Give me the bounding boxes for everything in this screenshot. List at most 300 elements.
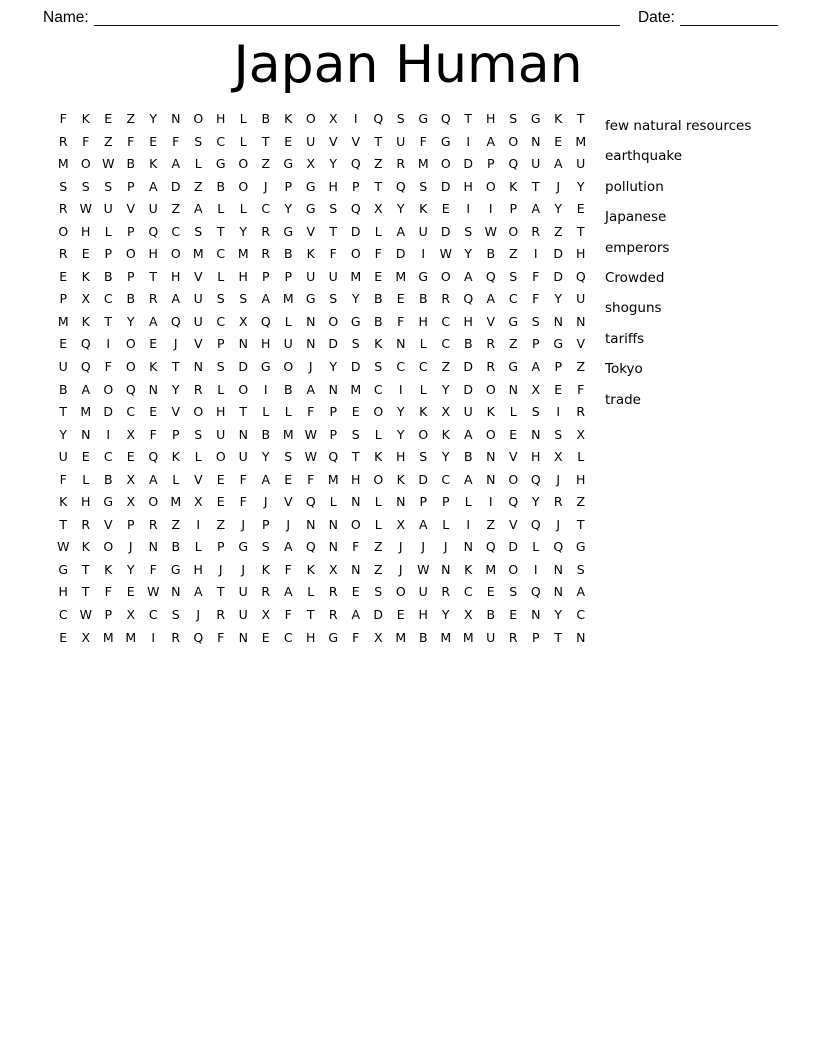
grid-cell[interactable]: O	[305, 111, 316, 126]
grid-cell[interactable]: E	[126, 449, 135, 465]
grid-cell[interactable]: C	[126, 404, 136, 420]
grid-cell[interactable]: I	[466, 133, 471, 149]
grid-cell[interactable]: Q	[350, 201, 361, 217]
grid-cell[interactable]: Q	[575, 268, 586, 284]
grid-cell[interactable]: Y	[239, 223, 248, 239]
grid-cell[interactable]: Y	[554, 607, 563, 623]
grid-cell[interactable]: M	[417, 156, 429, 172]
grid-cell[interactable]: L	[217, 381, 225, 397]
grid-cell[interactable]: S	[419, 178, 428, 194]
grid-cell[interactable]: L	[284, 313, 292, 329]
grid-cell[interactable]: O	[170, 246, 181, 262]
grid-cell[interactable]: Z	[508, 336, 518, 352]
grid-cell[interactable]: J	[128, 539, 133, 555]
grid-cell[interactable]: L	[194, 539, 202, 555]
grid-cell[interactable]: S	[531, 404, 540, 420]
grid-cell[interactable]: N	[148, 539, 158, 555]
grid-cell[interactable]: W	[147, 584, 160, 600]
grid-cell[interactable]: E	[216, 494, 225, 510]
grid-cell[interactable]: I	[263, 381, 268, 397]
grid-cell[interactable]: L	[509, 404, 517, 420]
grid-cell[interactable]: S	[554, 426, 563, 442]
grid-cell[interactable]: P	[329, 404, 338, 420]
grid-cell[interactable]: Q	[553, 539, 564, 555]
grid-cell[interactable]: I	[196, 516, 201, 532]
grid-cell[interactable]: O	[238, 156, 249, 172]
grid-cell[interactable]: P	[104, 246, 113, 262]
grid-cell[interactable]: J	[218, 561, 223, 577]
grid-cell[interactable]: L	[194, 449, 202, 465]
grid-cell[interactable]: A	[306, 381, 316, 397]
grid-cell[interactable]: P	[531, 629, 540, 645]
grid-cell[interactable]: E	[149, 404, 158, 420]
grid-cell[interactable]: Y	[441, 381, 450, 397]
grid-cell[interactable]: O	[328, 313, 339, 329]
grid-cell[interactable]: G	[238, 539, 249, 555]
grid-cell[interactable]: U	[418, 584, 428, 600]
grid-cell[interactable]: Q	[485, 268, 496, 284]
grid-cell[interactable]: Z	[373, 561, 383, 577]
grid-cell[interactable]: D	[328, 336, 339, 352]
grid-cell[interactable]: K	[81, 313, 90, 329]
grid-cell[interactable]: S	[351, 336, 360, 352]
grid-cell[interactable]: U	[283, 336, 293, 352]
grid-cell[interactable]: H	[193, 561, 203, 577]
grid-cell[interactable]: C	[441, 336, 451, 352]
grid-cell[interactable]: K	[306, 561, 315, 577]
grid-cell[interactable]: Z	[508, 246, 518, 262]
grid-cell[interactable]: H	[261, 336, 271, 352]
grid-cell[interactable]: M	[350, 381, 362, 397]
grid-cell[interactable]: T	[374, 133, 383, 149]
grid-cell[interactable]: U	[58, 359, 68, 375]
grid-cell[interactable]: G	[283, 223, 294, 239]
grid-cell[interactable]: P	[261, 516, 270, 532]
grid-cell[interactable]: B	[103, 471, 113, 487]
grid-cell[interactable]: O	[395, 584, 406, 600]
grid-cell[interactable]: N	[81, 426, 91, 442]
grid-cell[interactable]: P	[554, 359, 563, 375]
grid-cell[interactable]: K	[419, 201, 428, 217]
grid-cell[interactable]: H	[328, 178, 338, 194]
grid-cell[interactable]: Q	[350, 156, 361, 172]
grid-cell[interactable]: L	[419, 381, 427, 397]
grid-cell[interactable]: G	[305, 291, 316, 307]
grid-cell[interactable]: N	[396, 336, 406, 352]
grid-cell[interactable]: U	[486, 629, 496, 645]
grid-cell[interactable]: O	[103, 539, 114, 555]
grid-cell[interactable]: J	[263, 494, 268, 510]
grid-cell[interactable]: B	[171, 539, 181, 555]
grid-cell[interactable]: L	[82, 471, 90, 487]
grid-cell[interactable]: F	[104, 359, 112, 375]
grid-cell[interactable]: G	[530, 111, 541, 126]
grid-cell[interactable]: N	[531, 133, 541, 149]
grid-cell[interactable]: Y	[396, 404, 405, 420]
grid-cell[interactable]: V	[328, 133, 338, 149]
grid-cell[interactable]: O	[508, 133, 519, 149]
grid-cell[interactable]: H	[238, 268, 248, 284]
grid-cell[interactable]: N	[553, 584, 563, 600]
grid-cell[interactable]: O	[350, 516, 361, 532]
grid-cell[interactable]: W	[484, 223, 497, 239]
grid-cell[interactable]: P	[126, 178, 135, 194]
grid-cell[interactable]: Y	[329, 359, 338, 375]
grid-cell[interactable]: Y	[126, 561, 135, 577]
grid-cell[interactable]: Y	[554, 291, 563, 307]
grid-cell[interactable]: R	[148, 291, 158, 307]
grid-cell[interactable]: E	[576, 201, 585, 217]
grid-cell[interactable]: N	[576, 313, 586, 329]
grid-cell[interactable]: J	[398, 539, 403, 555]
grid-cell[interactable]: G	[350, 313, 361, 329]
grid-cell[interactable]: G	[553, 336, 564, 352]
grid-cell[interactable]: L	[464, 494, 472, 510]
grid-cell[interactable]: O	[125, 359, 136, 375]
grid-cell[interactable]: U	[576, 291, 586, 307]
grid-cell[interactable]: T	[239, 404, 248, 420]
grid-cell[interactable]: G	[440, 133, 451, 149]
grid-cell[interactable]: P	[419, 494, 428, 510]
grid-cell[interactable]: J	[556, 516, 561, 532]
grid-cell[interactable]: X	[306, 156, 316, 172]
grid-cell[interactable]: X	[126, 426, 136, 442]
grid-cell[interactable]: E	[81, 246, 90, 262]
grid-cell[interactable]: E	[149, 133, 158, 149]
grid-cell[interactable]: K	[486, 404, 495, 420]
grid-cell[interactable]: M	[395, 268, 407, 284]
grid-cell[interactable]: L	[262, 404, 270, 420]
grid-cell[interactable]: O	[350, 246, 361, 262]
grid-cell[interactable]: H	[81, 494, 91, 510]
grid-cell[interactable]: Y	[464, 246, 473, 262]
grid-cell[interactable]: I	[353, 111, 358, 126]
grid-cell[interactable]: X	[463, 607, 473, 623]
grid-cell[interactable]: I	[488, 201, 493, 217]
grid-cell[interactable]: C	[283, 629, 293, 645]
grid-cell[interactable]: Q	[260, 313, 271, 329]
grid-cell[interactable]: L	[217, 268, 225, 284]
grid-cell[interactable]: F	[352, 539, 360, 555]
grid-cell[interactable]: H	[486, 111, 496, 126]
grid-cell[interactable]: B	[126, 156, 136, 172]
grid-cell[interactable]: Q	[530, 516, 541, 532]
grid-cell[interactable]: L	[239, 201, 247, 217]
grid-cell[interactable]: X	[553, 449, 563, 465]
grid-cell[interactable]: J	[173, 336, 178, 352]
grid-cell[interactable]: R	[171, 629, 181, 645]
grid-cell[interactable]: F	[419, 133, 427, 149]
grid-cell[interactable]: P	[351, 178, 360, 194]
grid-cell[interactable]: T	[531, 178, 540, 194]
grid-cell[interactable]: F	[104, 584, 112, 600]
grid-cell[interactable]: Z	[261, 156, 271, 172]
grid-cell[interactable]: D	[508, 539, 519, 555]
grid-cell[interactable]: B	[126, 291, 136, 307]
grid-cell[interactable]: U	[148, 201, 158, 217]
grid-cell[interactable]: E	[351, 404, 360, 420]
grid-cell[interactable]: H	[58, 584, 68, 600]
grid-cell[interactable]: O	[238, 178, 249, 194]
grid-cell[interactable]: B	[373, 313, 383, 329]
grid-cell[interactable]: G	[305, 201, 316, 217]
grid-cell[interactable]: S	[194, 426, 203, 442]
grid-cell[interactable]: Y	[59, 426, 68, 442]
grid-cell[interactable]: C	[396, 359, 406, 375]
grid-cell[interactable]: P	[126, 223, 135, 239]
grid-cell[interactable]: K	[306, 246, 315, 262]
grid-cell[interactable]: K	[464, 561, 473, 577]
grid-cell[interactable]: O	[148, 494, 159, 510]
grid-cell[interactable]: I	[151, 629, 156, 645]
grid-cell[interactable]: X	[81, 291, 91, 307]
grid-cell[interactable]: J	[241, 516, 246, 532]
grid-cell[interactable]: A	[148, 313, 158, 329]
grid-cell[interactable]: W	[439, 246, 452, 262]
grid-cell[interactable]: N	[193, 359, 203, 375]
grid-cell[interactable]: I	[533, 246, 538, 262]
grid-cell[interactable]: H	[306, 629, 316, 645]
grid-cell[interactable]: S	[351, 426, 360, 442]
grid-cell[interactable]: I	[466, 516, 471, 532]
grid-cell[interactable]: E	[126, 584, 135, 600]
grid-cell[interactable]: V	[576, 336, 586, 352]
grid-cell[interactable]: D	[463, 381, 474, 397]
grid-cell[interactable]: Q	[305, 539, 316, 555]
grid-cell[interactable]: S	[261, 539, 270, 555]
grid-cell[interactable]: Z	[103, 133, 113, 149]
grid-cell[interactable]: M	[575, 133, 587, 149]
grid-cell[interactable]: J	[286, 516, 291, 532]
grid-cell[interactable]: H	[81, 223, 91, 239]
grid-cell[interactable]: F	[217, 629, 225, 645]
grid-cell[interactable]: D	[440, 223, 451, 239]
grid-cell[interactable]: B	[486, 607, 496, 623]
grid-cell[interactable]: A	[261, 291, 271, 307]
grid-cell[interactable]: Y	[126, 313, 135, 329]
grid-cell[interactable]: B	[486, 246, 496, 262]
grid-cell[interactable]: S	[104, 178, 113, 194]
grid-cell[interactable]: A	[81, 381, 91, 397]
grid-cell[interactable]: D	[350, 359, 361, 375]
grid-cell[interactable]: U	[396, 133, 406, 149]
grid-cell[interactable]: S	[419, 449, 428, 465]
grid-cell[interactable]: Z	[486, 516, 496, 532]
grid-cell[interactable]: K	[81, 268, 90, 284]
grid-cell[interactable]: Z	[373, 539, 383, 555]
grid-cell[interactable]: J	[263, 178, 268, 194]
grid-cell[interactable]: V	[126, 201, 136, 217]
grid-cell[interactable]: L	[284, 404, 292, 420]
grid-cell[interactable]: N	[576, 629, 586, 645]
grid-cell[interactable]: B	[103, 268, 113, 284]
grid-cell[interactable]: S	[216, 359, 225, 375]
grid-cell[interactable]: S	[374, 359, 383, 375]
grid-cell[interactable]: C	[261, 201, 271, 217]
grid-cell[interactable]: A	[576, 584, 586, 600]
grid-cell[interactable]: P	[284, 178, 293, 194]
grid-cell[interactable]: C	[103, 449, 113, 465]
grid-cell[interactable]: F	[532, 291, 540, 307]
grid-cell[interactable]: C	[103, 291, 113, 307]
grid-cell[interactable]: U	[306, 133, 316, 149]
grid-cell[interactable]: E	[509, 607, 518, 623]
grid-cell[interactable]: V	[508, 449, 518, 465]
grid-cell[interactable]: C	[463, 584, 473, 600]
grid-cell[interactable]: V	[193, 471, 203, 487]
grid-cell[interactable]: Z	[171, 516, 181, 532]
grid-cell[interactable]: G	[170, 561, 181, 577]
grid-cell[interactable]: F	[59, 471, 67, 487]
grid-cell[interactable]: F	[397, 313, 405, 329]
grid-cell[interactable]: W	[57, 539, 70, 555]
grid-cell[interactable]: Z	[216, 516, 226, 532]
grid-cell[interactable]: N	[306, 516, 316, 532]
grid-cell[interactable]: P	[216, 336, 225, 352]
grid-cell[interactable]: M	[57, 156, 69, 172]
grid-cell[interactable]: H	[148, 246, 158, 262]
grid-cell[interactable]: D	[103, 404, 114, 420]
grid-cell[interactable]: I	[421, 246, 426, 262]
grid-cell[interactable]: N	[328, 539, 338, 555]
grid-cell[interactable]: P	[441, 494, 450, 510]
grid-cell[interactable]: F	[532, 268, 540, 284]
grid-cell[interactable]: U	[103, 201, 113, 217]
grid-cell[interactable]: E	[59, 629, 68, 645]
grid-cell[interactable]: O	[193, 404, 204, 420]
grid-cell[interactable]: M	[282, 426, 294, 442]
grid-cell[interactable]: K	[104, 561, 113, 577]
grid-cell[interactable]: Q	[80, 359, 91, 375]
grid-cell[interactable]: T	[216, 223, 225, 239]
grid-cell[interactable]: S	[81, 178, 90, 194]
grid-cell[interactable]: N	[441, 561, 451, 577]
grid-cell[interactable]: T	[104, 313, 113, 329]
grid-cell[interactable]: T	[306, 607, 315, 623]
grid-cell[interactable]: W	[79, 607, 92, 623]
grid-cell[interactable]: T	[576, 111, 585, 126]
grid-cell[interactable]: Q	[373, 111, 384, 126]
grid-cell[interactable]: O	[508, 223, 519, 239]
grid-cell[interactable]: S	[194, 133, 203, 149]
grid-cell[interactable]: S	[216, 291, 225, 307]
grid-cell[interactable]: U	[306, 268, 316, 284]
grid-cell[interactable]: N	[328, 516, 338, 532]
grid-cell[interactable]: O	[508, 471, 519, 487]
grid-cell[interactable]: S	[464, 223, 473, 239]
grid-cell[interactable]: R	[531, 223, 541, 239]
grid-cell[interactable]: F	[82, 133, 90, 149]
grid-cell[interactable]: O	[418, 426, 429, 442]
grid-cell[interactable]: A	[553, 156, 563, 172]
grid-cell[interactable]: Q	[328, 449, 339, 465]
grid-cell[interactable]: J	[196, 607, 201, 623]
grid-cell[interactable]: U	[238, 449, 248, 465]
grid-cell[interactable]: U	[193, 313, 203, 329]
grid-cell[interactable]: F	[172, 133, 180, 149]
grid-cell[interactable]: P	[171, 426, 180, 442]
grid-cell[interactable]: O	[125, 246, 136, 262]
grid-cell[interactable]: R	[216, 607, 226, 623]
grid-cell[interactable]: O	[373, 471, 384, 487]
grid-cell[interactable]: Q	[148, 223, 159, 239]
grid-cell[interactable]: R	[148, 516, 158, 532]
grid-cell[interactable]: E	[351, 584, 360, 600]
grid-cell[interactable]: M	[237, 246, 249, 262]
grid-cell[interactable]: W	[304, 449, 317, 465]
grid-cell[interactable]: N	[508, 381, 518, 397]
grid-cell[interactable]: K	[554, 111, 563, 126]
grid-cell[interactable]: D	[463, 359, 474, 375]
grid-cell[interactable]: K	[509, 178, 518, 194]
grid-cell[interactable]: V	[283, 494, 293, 510]
grid-cell[interactable]: N	[306, 313, 316, 329]
grid-cell[interactable]: T	[81, 561, 90, 577]
grid-cell[interactable]: X	[576, 426, 586, 442]
grid-cell[interactable]: X	[126, 494, 136, 510]
grid-cell[interactable]: Y	[441, 607, 450, 623]
grid-cell[interactable]: A	[531, 359, 541, 375]
grid-cell[interactable]: N	[553, 313, 563, 329]
grid-cell[interactable]: C	[418, 359, 428, 375]
grid-cell[interactable]: M	[170, 494, 182, 510]
grid-cell[interactable]: M	[327, 471, 339, 487]
grid-cell[interactable]: T	[149, 268, 158, 284]
grid-cell[interactable]: M	[485, 561, 497, 577]
grid-cell[interactable]: Q	[395, 178, 406, 194]
grid-cell[interactable]: Y	[531, 494, 540, 510]
grid-cell[interactable]: I	[398, 381, 403, 397]
grid-cell[interactable]: E	[59, 268, 68, 284]
grid-cell[interactable]: Z	[576, 359, 586, 375]
grid-cell[interactable]: J	[556, 178, 561, 194]
grid-cell[interactable]: M	[192, 246, 204, 262]
grid-cell[interactable]: R	[328, 584, 338, 600]
grid-cell[interactable]: P	[284, 268, 293, 284]
grid-cell[interactable]: N	[396, 494, 406, 510]
grid-cell[interactable]: B	[418, 291, 428, 307]
grid-cell[interactable]: O	[125, 336, 136, 352]
grid-cell[interactable]: M	[462, 629, 474, 645]
grid-cell[interactable]: J	[421, 539, 426, 555]
grid-cell[interactable]: B	[261, 426, 271, 442]
grid-cell[interactable]: R	[58, 201, 68, 217]
grid-cell[interactable]: V	[306, 223, 316, 239]
grid-cell[interactable]: E	[396, 291, 405, 307]
grid-cell[interactable]: Q	[530, 584, 541, 600]
grid-cell[interactable]: F	[374, 246, 382, 262]
grid-cell[interactable]: P	[261, 268, 270, 284]
grid-cell[interactable]: F	[59, 111, 67, 126]
grid-cell[interactable]: O	[80, 156, 91, 172]
grid-cell[interactable]: R	[261, 246, 271, 262]
grid-cell[interactable]: E	[81, 449, 90, 465]
grid-cell[interactable]: Z	[193, 178, 203, 194]
grid-cell[interactable]: X	[328, 561, 338, 577]
grid-cell[interactable]: F	[284, 607, 292, 623]
grid-cell[interactable]: D	[463, 156, 474, 172]
grid-cell[interactable]: X	[328, 111, 338, 126]
grid-cell[interactable]: K	[261, 561, 270, 577]
grid-cell[interactable]: E	[284, 133, 293, 149]
grid-cell[interactable]: B	[216, 178, 226, 194]
grid-cell[interactable]: A	[148, 178, 158, 194]
grid-cell[interactable]: D	[350, 223, 361, 239]
grid-cell[interactable]: G	[305, 178, 316, 194]
grid-cell[interactable]: T	[351, 449, 360, 465]
grid-cell[interactable]: V	[171, 404, 181, 420]
grid-cell[interactable]: Q	[508, 156, 519, 172]
